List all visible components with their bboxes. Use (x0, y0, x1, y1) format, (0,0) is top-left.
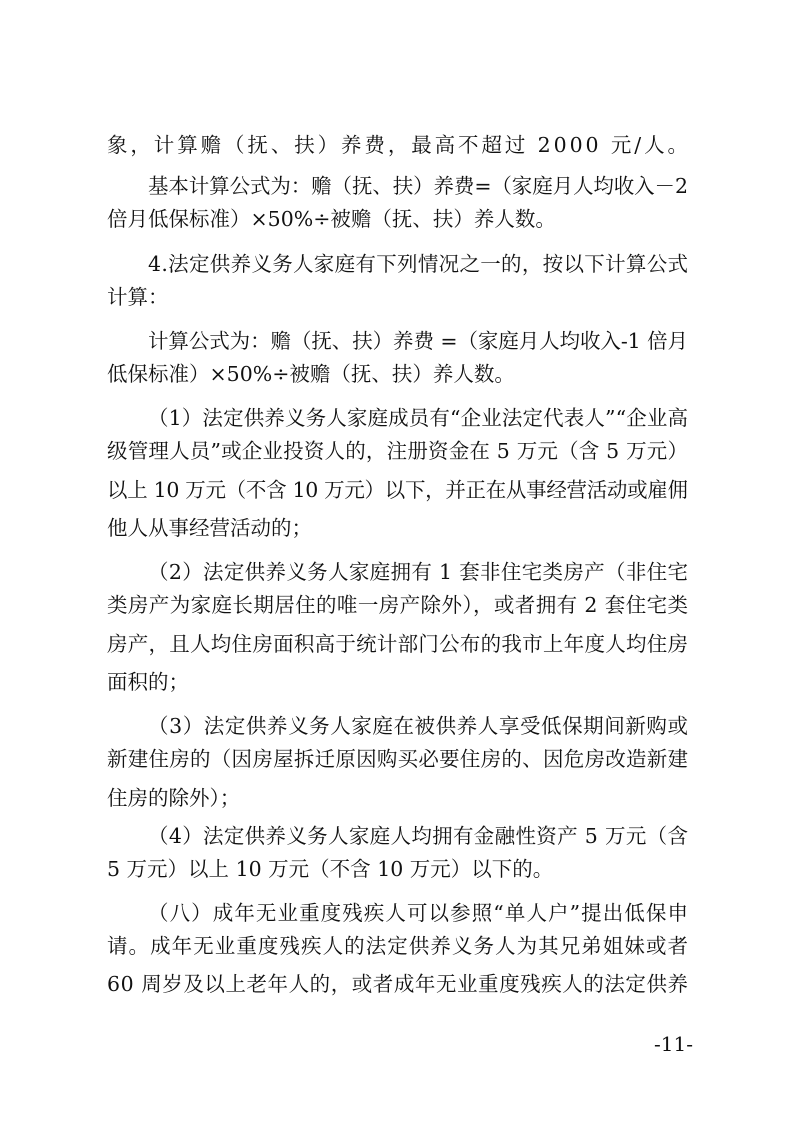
text-line-content: 4.法定供养义务人家庭有下列情况之一的，按以下计算公式 (148, 252, 689, 276)
text-line-content: 新建住房的（因房屋拆迁原因购买必要住房的、因危房改造新建 (107, 747, 689, 771)
text-line-content: 房产，且人均住房面积高于统计部门公布的我市上年度人均住房 (107, 632, 689, 656)
text-line-content: 60 周岁及以上老年人的，或者成年无业重度残疾人的法定供养 (107, 972, 689, 996)
text-line-content: 级管理人员”或企业投资人的，注册资金在 5 万元（含 5 万元） (107, 439, 689, 463)
text-line-content: 计算： (107, 285, 169, 309)
text-line-content: 基本计算公式为：赡（抚、扶）养费=（家庭月人均收入－2 (148, 174, 688, 198)
text-line-content: （4）法定供养义务人家庭人均拥有金融性资产 5 万元（含 (148, 824, 689, 848)
page-number: -11- (654, 1032, 693, 1056)
text-line-content: （八）成年无业重度残疾人可以参照“单人户”提出低保申 (148, 901, 690, 925)
text-line-content: 类房产为家庭长期居住的唯一房产除外），或者拥有 2 套住宅类 (107, 593, 689, 617)
text-line-content: 住房的除外）； (107, 786, 241, 810)
text-line-content: 5 万元）以上 10 万元（不含 10 万元）以下的。 (107, 857, 554, 881)
text-line-content: （2）法定供养义务人家庭拥有 1 套非住宅类房产（非住宅 (148, 560, 689, 584)
text-line-content: 倍月低保标准）×50%÷被赡（抚、扶）养人数。 (107, 207, 556, 231)
text-line-content: （3）法定供养义务人家庭在被供养人享受低保期间新购或 (148, 714, 689, 738)
text-line-content: 象，计算赡（抚、扶）养费，最高不超过 2000 元/人。 (107, 133, 691, 157)
text-line-content: 低保标准）×50%÷被赡（抚、扶）养人数。 (107, 362, 515, 386)
text-line-content: 他人从事经营活动的； (107, 516, 312, 540)
text-line-content: 请。成年无业重度残疾人的法定供养义务人为其兄弟姐妹或者 (107, 934, 690, 958)
text-line-content: （1）法定供养义务人家庭成员有“企业法定代表人”“企业高 (148, 406, 689, 430)
text-line-content: 面积的； (107, 670, 189, 694)
text-line-content: 计算公式为：赡（抚、扶）养费 =（家庭月人均收入-1 倍月 (148, 329, 688, 353)
text-line-content: 以上 10 万元（不含 10 万元）以下，并正在从事经营活动或雇佣 (107, 478, 688, 502)
